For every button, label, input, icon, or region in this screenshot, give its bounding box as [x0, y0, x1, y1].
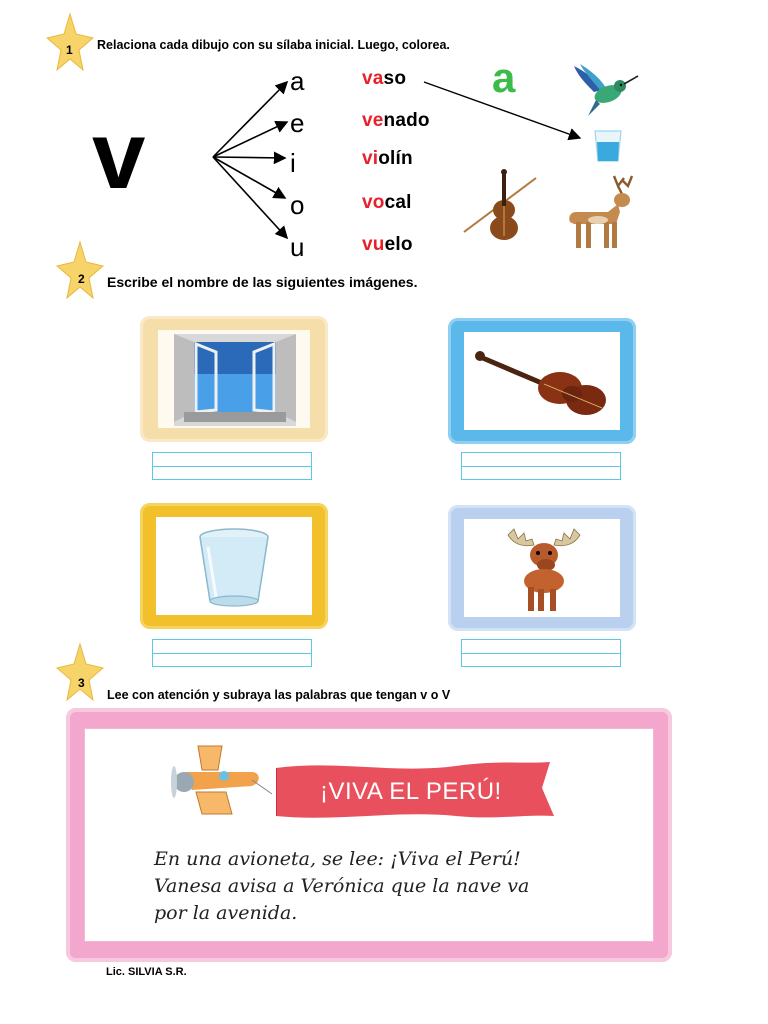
section-3-instruction: Lee con atención y subraya las palabras que tengan v o V — [107, 688, 451, 702]
example-letter-a: a — [492, 54, 516, 101]
violin-picture — [474, 344, 610, 418]
section-1-number: 1 — [66, 43, 73, 57]
glass-picture — [196, 527, 272, 609]
violin-icon — [460, 166, 540, 246]
author-footer: Lic. SILVIA S.R. — [106, 966, 187, 978]
big-letter-v: v — [92, 102, 146, 209]
answer-box-1[interactable] — [152, 452, 312, 480]
arrow-fan — [205, 70, 295, 250]
card-ventana — [140, 316, 328, 442]
vowel-a: a — [290, 66, 305, 96]
star-badge-2 — [56, 240, 104, 300]
reading-line-1: En una avioneta, se lee: ¡Viva el Perú! — [154, 848, 521, 870]
section-1-instruction: Relaciona cada dibujo con su sílaba inicial. Luego, colorea. — [97, 38, 450, 52]
answer-box-3[interactable] — [152, 639, 312, 667]
vowel-e: e — [290, 108, 305, 138]
vowel-u: u — [290, 232, 305, 262]
vowel-o: o — [290, 190, 305, 220]
glass-of-water-icon — [590, 128, 626, 164]
reading-line-2: Vanesa avisa a Verónica que la nave va — [154, 875, 530, 897]
vowel-i: i — [290, 148, 296, 178]
word-vocal: vocal — [362, 192, 412, 213]
section-3-number: 3 — [78, 676, 85, 690]
card-venado — [448, 505, 636, 631]
moose-picture — [504, 525, 584, 615]
answer-box-4[interactable] — [461, 639, 621, 667]
section-2-number: 2 — [78, 272, 85, 286]
star-badge-3 — [56, 642, 104, 702]
deer-icon — [562, 172, 650, 252]
word-vaso: vaso — [362, 68, 407, 89]
airplane-icon — [162, 742, 272, 822]
reading-line-3: por la avenida. — [154, 902, 298, 924]
card-vaso — [140, 503, 328, 629]
hummingbird-icon — [566, 62, 640, 124]
answer-box-2[interactable] — [461, 452, 621, 480]
word-venado: venado — [362, 110, 430, 131]
window-picture — [174, 334, 296, 426]
word-violin: violín — [362, 148, 413, 169]
banner-text: ¡VIVA EL PERÚ! — [320, 778, 502, 805]
star-badge-1 — [46, 12, 94, 72]
word-vuelo: vuelo — [362, 234, 413, 255]
reading-card — [66, 708, 672, 962]
section-2-instruction: Escribe el nombre de las siguientes imágenes. — [107, 274, 418, 290]
card-violin — [448, 318, 636, 444]
